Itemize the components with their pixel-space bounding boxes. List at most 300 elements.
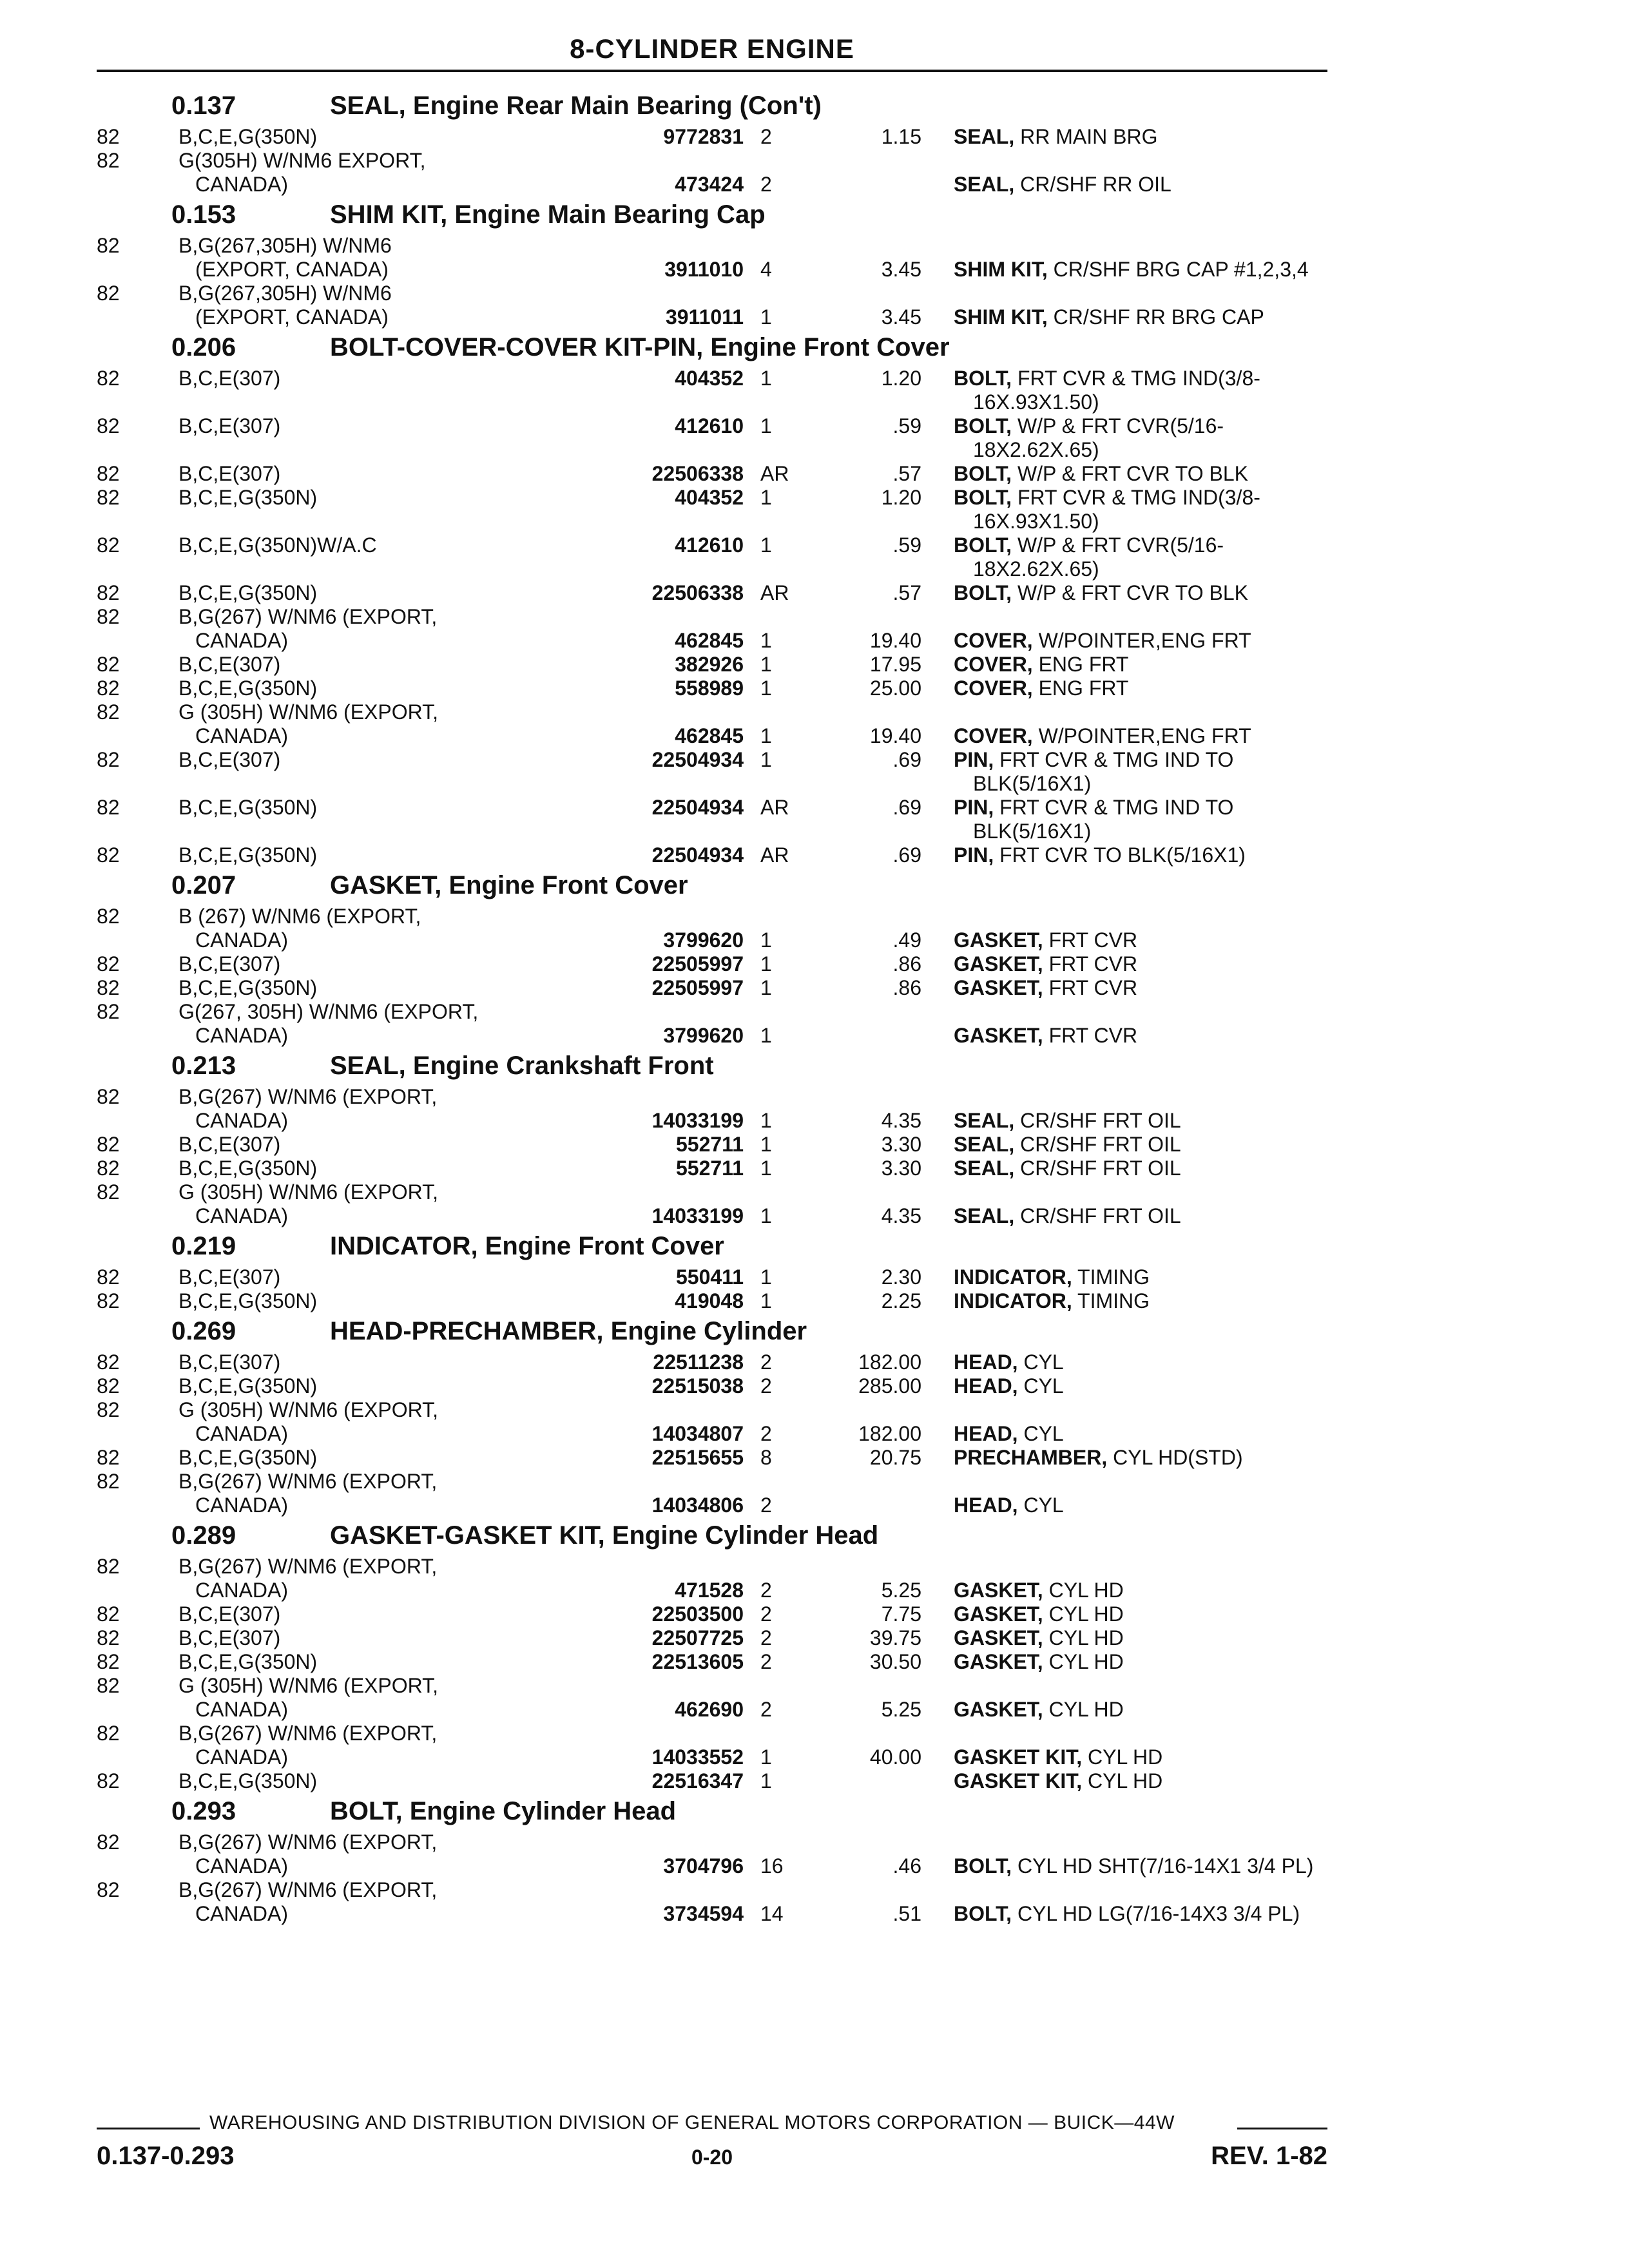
part-entry bbox=[97, 1157, 1327, 1180]
section-number: 0.269 bbox=[171, 1317, 236, 1345]
description-text: 18X2.62X.65) bbox=[973, 438, 1099, 461]
entry-line bbox=[97, 724, 1327, 748]
quantity: 1 bbox=[760, 653, 772, 676]
part-description bbox=[954, 1745, 1327, 1769]
quantity: 16 bbox=[760, 1854, 784, 1878]
section-number: 0.293 bbox=[171, 1797, 236, 1825]
model-year: 82 bbox=[97, 282, 120, 305]
part-entry bbox=[97, 1470, 1327, 1517]
section-header bbox=[97, 1793, 1327, 1831]
quantity: 8 bbox=[760, 1446, 772, 1469]
description-text: CYL bbox=[1023, 1374, 1064, 1398]
model-applicability: B,G(267) W/NM6 (EXPORT, bbox=[178, 1470, 438, 1493]
part-description bbox=[954, 1265, 1327, 1289]
quantity: 4 bbox=[760, 258, 772, 281]
description-noun: INDICATOR, bbox=[954, 1265, 1072, 1289]
parts-listing bbox=[97, 88, 1327, 1926]
price: .69 bbox=[892, 748, 921, 771]
part-description bbox=[954, 1133, 1327, 1157]
entry-line bbox=[97, 605, 1327, 629]
model-applicability: B,C,E,G(350N) bbox=[178, 1446, 318, 1469]
description-text: CR/SHF FRT OIL bbox=[1020, 1204, 1181, 1227]
quantity: 1 bbox=[760, 1204, 772, 1227]
quantity: 1 bbox=[760, 486, 772, 509]
model-year: 82 bbox=[97, 533, 120, 557]
description-noun: COVER, bbox=[954, 677, 1033, 700]
entry-line bbox=[97, 1745, 1327, 1769]
quantity: AR bbox=[760, 843, 789, 867]
part-number: 404352 bbox=[675, 486, 744, 509]
part-number: 22513605 bbox=[651, 1650, 744, 1673]
part-entry bbox=[97, 1180, 1327, 1228]
part-entry bbox=[97, 976, 1327, 1000]
description-text: BLK(5/16X1) bbox=[973, 772, 1092, 795]
part-number: 22503500 bbox=[651, 1602, 744, 1626]
model-applicability: B,C,E,G(350N) bbox=[178, 976, 318, 999]
section-number: 0.219 bbox=[171, 1232, 236, 1260]
model-year: 82 bbox=[97, 1446, 120, 1469]
model-year: 82 bbox=[97, 843, 120, 867]
quantity: 2 bbox=[760, 1422, 772, 1445]
description-text: W/P & FRT CVR TO BLK bbox=[1017, 581, 1248, 604]
description-text: CYL bbox=[1023, 1494, 1064, 1517]
part-entry bbox=[97, 1650, 1327, 1674]
part-number: 462845 bbox=[675, 724, 744, 747]
section-title: SHIM KIT, Engine Main Bearing Cap bbox=[330, 200, 766, 229]
part-description bbox=[954, 1024, 1327, 1048]
model-applicability: G (305H) W/NM6 (EXPORT, bbox=[178, 1674, 439, 1697]
model-applicability: B,C,E(307) bbox=[178, 748, 281, 771]
description-text: TIMING bbox=[1077, 1289, 1150, 1312]
price: 4.35 bbox=[881, 1109, 921, 1132]
part-entry bbox=[97, 533, 1327, 581]
model-applicability: CANADA) bbox=[195, 928, 289, 952]
entry-line bbox=[97, 1602, 1327, 1626]
entry-line bbox=[97, 1109, 1327, 1133]
description-text: FRT CVR bbox=[1048, 928, 1138, 952]
description-text: CYL HD bbox=[1088, 1769, 1163, 1792]
quantity: 2 bbox=[760, 173, 772, 196]
description-text: CR/SHF FRT OIL bbox=[1020, 1109, 1181, 1132]
quantity: 1 bbox=[760, 724, 772, 747]
part-entry bbox=[97, 748, 1327, 796]
price: 1.20 bbox=[881, 486, 921, 509]
description-noun: PIN, bbox=[954, 748, 994, 771]
part-number: 412610 bbox=[675, 533, 744, 557]
model-year: 82 bbox=[97, 796, 120, 819]
description-noun: HEAD, bbox=[954, 1350, 1018, 1374]
part-number: 22506338 bbox=[651, 581, 744, 604]
description-text: CR/SHF RR BRG CAP bbox=[1053, 305, 1264, 329]
quantity: 2 bbox=[760, 1698, 772, 1721]
description-noun: SEAL, bbox=[954, 173, 1015, 196]
section-header bbox=[97, 1228, 1327, 1265]
description-noun: COVER, bbox=[954, 629, 1033, 652]
model-year: 82 bbox=[97, 1470, 120, 1493]
description-text: FRT CVR & TMG IND(3/8- bbox=[1017, 486, 1260, 509]
description-noun: SEAL, bbox=[954, 1204, 1015, 1227]
part-entry bbox=[97, 125, 1327, 149]
description-text: CYL HD bbox=[1048, 1698, 1124, 1721]
part-entry bbox=[97, 1831, 1327, 1878]
model-year: 82 bbox=[97, 1555, 120, 1578]
model-applicability: B,G(267) W/NM6 (EXPORT, bbox=[178, 1085, 438, 1108]
part-description bbox=[973, 390, 1327, 414]
part-number: 382926 bbox=[675, 653, 744, 676]
description-noun: BOLT, bbox=[954, 581, 1012, 604]
description-text: CYL HD(STD) bbox=[1113, 1446, 1243, 1469]
quantity: 1 bbox=[760, 1769, 772, 1792]
quantity: 1 bbox=[760, 1265, 772, 1289]
part-entry bbox=[97, 1674, 1327, 1722]
quantity: AR bbox=[760, 462, 789, 485]
part-number: 462845 bbox=[675, 629, 744, 652]
section-title: SEAL, Engine Crankshaft Front bbox=[330, 1052, 714, 1080]
part-entry bbox=[97, 486, 1327, 533]
model-applicability: B (267) W/NM6 (EXPORT, bbox=[178, 905, 421, 928]
model-applicability: B,C,E(307) bbox=[178, 367, 281, 390]
description-noun: GASKET KIT, bbox=[954, 1769, 1083, 1792]
entry-line bbox=[97, 282, 1327, 305]
entry-line bbox=[97, 1831, 1327, 1854]
model-applicability: B,C,E(307) bbox=[178, 1626, 281, 1649]
description-text: 16X.93X1.50) bbox=[973, 510, 1099, 533]
model-applicability: G (305H) W/NM6 (EXPORT, bbox=[178, 1180, 439, 1204]
part-number: 3911011 bbox=[665, 305, 744, 329]
model-applicability: CANADA) bbox=[195, 173, 289, 196]
part-entry bbox=[97, 1398, 1327, 1446]
price: 3.30 bbox=[881, 1157, 921, 1180]
description-text: ENG FRT bbox=[1038, 677, 1129, 700]
part-description bbox=[954, 1350, 1327, 1374]
entry-line bbox=[97, 533, 1327, 557]
description-noun: GASKET, bbox=[954, 928, 1043, 952]
description-text: CYL HD SHT(7/16-14X1 3/4 PL) bbox=[1017, 1854, 1314, 1878]
part-description bbox=[973, 820, 1327, 843]
part-description bbox=[954, 1109, 1327, 1133]
price: 2.30 bbox=[881, 1265, 921, 1289]
model-applicability: CANADA) bbox=[195, 1024, 289, 1047]
quantity: 1 bbox=[760, 952, 772, 975]
price: 5.25 bbox=[881, 1579, 921, 1602]
entry-line bbox=[97, 1398, 1327, 1422]
description-noun: SHIM KIT, bbox=[954, 258, 1048, 281]
description-noun: GASKET KIT, bbox=[954, 1745, 1083, 1769]
section-number: 0.137 bbox=[171, 91, 236, 120]
part-entry bbox=[97, 796, 1327, 843]
price: 19.40 bbox=[869, 724, 921, 747]
part-description bbox=[954, 258, 1327, 282]
part-entry bbox=[97, 1374, 1327, 1398]
part-description bbox=[954, 1446, 1327, 1470]
model-year: 82 bbox=[97, 1265, 120, 1289]
section-title: BOLT-COVER-COVER KIT-PIN, Engine Front Cover bbox=[330, 333, 950, 361]
price: 40.00 bbox=[869, 1745, 921, 1769]
description-noun: BOLT, bbox=[954, 1854, 1012, 1878]
part-entry bbox=[97, 1265, 1327, 1289]
model-year: 82 bbox=[97, 1722, 120, 1745]
entry-line bbox=[97, 1674, 1327, 1698]
model-year: 82 bbox=[97, 486, 120, 509]
entry-line bbox=[97, 1626, 1327, 1650]
model-applicability: CANADA) bbox=[195, 1422, 289, 1445]
part-number: 22516347 bbox=[651, 1769, 744, 1792]
part-description bbox=[954, 843, 1327, 867]
model-applicability: CANADA) bbox=[195, 1204, 289, 1227]
section-number: 0.153 bbox=[171, 200, 236, 229]
price: 182.00 bbox=[858, 1350, 921, 1374]
part-description bbox=[954, 305, 1327, 329]
model-year: 82 bbox=[97, 905, 120, 928]
model-applicability: B,C,E,G(350N) bbox=[178, 1289, 318, 1312]
description-noun: BOLT, bbox=[954, 367, 1012, 390]
description-noun: SEAL, bbox=[954, 1133, 1015, 1156]
price: 182.00 bbox=[858, 1422, 921, 1445]
description-text: CR/SHF FRT OIL bbox=[1020, 1157, 1181, 1180]
model-applicability: B,G(267) W/NM6 (EXPORT, bbox=[178, 1878, 438, 1901]
description-text: FRT CVR TO BLK(5/16X1) bbox=[999, 843, 1246, 867]
model-applicability: G(305H) W/NM6 EXPORT, bbox=[178, 149, 426, 172]
model-applicability: B,G(267) W/NM6 (EXPORT, bbox=[178, 1722, 438, 1745]
model-applicability: (EXPORT, CANADA) bbox=[195, 305, 389, 329]
price: 17.95 bbox=[869, 653, 921, 676]
entry-line bbox=[97, 125, 1327, 149]
entry-line bbox=[97, 928, 1327, 952]
model-applicability: B,G(267,305H) W/NM6 bbox=[178, 234, 392, 257]
entry-line bbox=[97, 234, 1327, 258]
model-year: 82 bbox=[97, 677, 120, 700]
model-year: 82 bbox=[97, 976, 120, 999]
entry-line bbox=[97, 1555, 1327, 1579]
model-year: 82 bbox=[97, 1831, 120, 1854]
part-description bbox=[954, 796, 1327, 820]
model-year: 82 bbox=[97, 748, 120, 771]
quantity: 1 bbox=[760, 367, 772, 390]
part-entry bbox=[97, 367, 1327, 414]
part-entry bbox=[97, 952, 1327, 976]
model-year: 82 bbox=[97, 1674, 120, 1697]
section-header bbox=[97, 197, 1327, 234]
entry-line bbox=[97, 820, 1327, 843]
description-noun: PIN, bbox=[954, 796, 994, 819]
entry-line bbox=[97, 796, 1327, 820]
model-year: 82 bbox=[97, 1157, 120, 1180]
part-entry bbox=[97, 700, 1327, 748]
part-entry bbox=[97, 605, 1327, 653]
entry-line bbox=[97, 414, 1327, 438]
model-year: 82 bbox=[97, 952, 120, 975]
part-number: 412610 bbox=[675, 414, 744, 437]
description-noun: GASKET, bbox=[954, 1698, 1043, 1721]
description-noun: PIN, bbox=[954, 843, 994, 867]
part-entry bbox=[97, 1722, 1327, 1769]
part-description bbox=[954, 1626, 1327, 1650]
part-number: 550411 bbox=[675, 1265, 744, 1289]
entry-line bbox=[97, 1157, 1327, 1180]
model-year: 82 bbox=[97, 1350, 120, 1374]
quantity: 1 bbox=[760, 976, 772, 999]
footer-range: 0.137-0.293 bbox=[97, 2142, 235, 2170]
entry-line bbox=[97, 629, 1327, 653]
entry-line bbox=[97, 510, 1327, 533]
part-entry bbox=[97, 1085, 1327, 1133]
price: 19.40 bbox=[869, 629, 921, 652]
quantity: AR bbox=[760, 796, 789, 819]
quantity: 2 bbox=[760, 1626, 772, 1649]
part-number: 471528 bbox=[675, 1579, 744, 1602]
part-entry bbox=[97, 414, 1327, 462]
model-applicability: B,C,E(307) bbox=[178, 1350, 281, 1374]
part-description bbox=[954, 1698, 1327, 1722]
price: .49 bbox=[892, 928, 921, 952]
part-entry bbox=[97, 1769, 1327, 1793]
description-text: 18X2.62X.65) bbox=[973, 557, 1099, 581]
part-entry bbox=[97, 282, 1327, 329]
price: 1.20 bbox=[881, 367, 921, 390]
quantity: 1 bbox=[760, 1024, 772, 1047]
description-noun: SHIM KIT, bbox=[954, 305, 1048, 329]
model-year: 82 bbox=[97, 1000, 120, 1023]
model-year: 82 bbox=[97, 1133, 120, 1156]
part-description bbox=[954, 748, 1327, 772]
quantity: 2 bbox=[760, 1374, 772, 1398]
description-text: W/POINTER,ENG FRT bbox=[1038, 724, 1251, 747]
description-text: CYL HD bbox=[1088, 1745, 1163, 1769]
part-description bbox=[954, 1650, 1327, 1674]
part-description bbox=[954, 1289, 1327, 1313]
quantity: 1 bbox=[760, 748, 772, 771]
part-description bbox=[954, 1374, 1327, 1398]
description-text: CR/SHF RR OIL bbox=[1020, 173, 1171, 196]
quantity: 2 bbox=[760, 1602, 772, 1626]
part-number: 22506338 bbox=[651, 462, 744, 485]
entry-line bbox=[97, 173, 1327, 197]
part-description bbox=[973, 557, 1327, 581]
model-applicability: G (305H) W/NM6 (EXPORT, bbox=[178, 700, 439, 724]
part-number: 22515655 bbox=[651, 1446, 744, 1469]
part-number: 14034806 bbox=[651, 1494, 744, 1517]
price: 25.00 bbox=[869, 677, 921, 700]
description-text: CR/SHF FRT OIL bbox=[1020, 1133, 1181, 1156]
price: 3.45 bbox=[881, 258, 921, 281]
model-applicability: CANADA) bbox=[195, 1854, 289, 1878]
model-applicability: B,C,E(307) bbox=[178, 462, 281, 485]
entry-line bbox=[97, 905, 1327, 928]
part-number: 3799620 bbox=[663, 1024, 744, 1047]
quantity: AR bbox=[760, 581, 789, 604]
description-text: CYL HD bbox=[1048, 1626, 1124, 1649]
quantity: 1 bbox=[760, 414, 772, 437]
description-text: FRT CVR bbox=[1048, 952, 1138, 975]
description-text: TIMING bbox=[1077, 1265, 1150, 1289]
price: .59 bbox=[892, 533, 921, 557]
part-number: 558989 bbox=[675, 677, 744, 700]
price: .57 bbox=[892, 462, 921, 485]
model-applicability: CANADA) bbox=[195, 1745, 289, 1769]
entry-line bbox=[97, 1902, 1327, 1926]
part-description bbox=[954, 1602, 1327, 1626]
description-noun: SEAL, bbox=[954, 1109, 1015, 1132]
description-text: W/P & FRT CVR TO BLK bbox=[1017, 462, 1248, 485]
quantity: 1 bbox=[760, 677, 772, 700]
description-noun: INDICATOR, bbox=[954, 1289, 1072, 1312]
entry-line bbox=[97, 1722, 1327, 1745]
price: 7.75 bbox=[881, 1602, 921, 1626]
description-noun: HEAD, bbox=[954, 1422, 1018, 1445]
part-number: 14033199 bbox=[651, 1109, 744, 1132]
quantity: 2 bbox=[760, 125, 772, 148]
price: 3.45 bbox=[881, 305, 921, 329]
model-applicability: B,C,E,G(350N) bbox=[178, 581, 318, 604]
quantity: 2 bbox=[760, 1494, 772, 1517]
description-noun: BOLT, bbox=[954, 462, 1012, 485]
quantity: 2 bbox=[760, 1350, 772, 1374]
model-applicability: CANADA) bbox=[195, 1109, 289, 1132]
part-number: 22515038 bbox=[651, 1374, 744, 1398]
entry-line bbox=[97, 1289, 1327, 1313]
model-applicability: CANADA) bbox=[195, 724, 289, 747]
part-description bbox=[954, 629, 1327, 653]
model-applicability: CANADA) bbox=[195, 1579, 289, 1602]
part-entry bbox=[97, 1289, 1327, 1313]
part-number: 22505997 bbox=[651, 952, 744, 975]
description-noun: GASKET, bbox=[954, 976, 1043, 999]
price: .86 bbox=[892, 952, 921, 975]
part-description bbox=[954, 462, 1327, 486]
price: 39.75 bbox=[869, 1626, 921, 1649]
entry-line bbox=[97, 1265, 1327, 1289]
model-year: 82 bbox=[97, 1398, 120, 1421]
page-title: 8-CYLINDER ENGINE bbox=[570, 34, 854, 64]
price: .57 bbox=[892, 581, 921, 604]
price: 30.50 bbox=[869, 1650, 921, 1673]
section-title: GASKET, Engine Front Cover bbox=[330, 871, 688, 899]
model-applicability: B,C,E(307) bbox=[178, 653, 281, 676]
part-entry bbox=[97, 1133, 1327, 1157]
entry-line bbox=[97, 1470, 1327, 1494]
description-text: FRT CVR bbox=[1048, 976, 1138, 999]
model-applicability: (EXPORT, CANADA) bbox=[195, 258, 389, 281]
section-title: HEAD-PRECHAMBER, Engine Cylinder bbox=[330, 1317, 807, 1345]
part-number: 14034807 bbox=[651, 1422, 744, 1445]
description-noun: GASKET, bbox=[954, 1602, 1043, 1626]
entry-line bbox=[97, 1180, 1327, 1204]
entry-line bbox=[97, 1769, 1327, 1793]
part-number: 3911010 bbox=[664, 258, 744, 281]
quantity: 1 bbox=[760, 1745, 772, 1769]
description-noun: HEAD, bbox=[954, 1374, 1018, 1398]
model-applicability: B,C,E,G(350N) bbox=[178, 843, 318, 867]
description-noun: SEAL, bbox=[954, 125, 1015, 148]
description-noun: PRECHAMBER, bbox=[954, 1446, 1108, 1469]
description-noun: BOLT, bbox=[954, 533, 1012, 557]
part-entry bbox=[97, 653, 1327, 677]
part-description bbox=[954, 1854, 1327, 1878]
part-number: 3799620 bbox=[663, 928, 744, 952]
part-entry bbox=[97, 462, 1327, 486]
model-applicability: B,C,E,G(350N) bbox=[178, 125, 318, 148]
quantity: 1 bbox=[760, 1157, 772, 1180]
part-description bbox=[954, 653, 1327, 677]
part-entry bbox=[97, 581, 1327, 605]
part-entry bbox=[97, 1602, 1327, 1626]
section-header bbox=[97, 867, 1327, 905]
section-header bbox=[97, 1517, 1327, 1555]
section-header bbox=[97, 1313, 1327, 1350]
entry-line bbox=[97, 1650, 1327, 1674]
part-description bbox=[954, 1902, 1327, 1926]
description-noun: GASKET, bbox=[954, 1579, 1043, 1602]
